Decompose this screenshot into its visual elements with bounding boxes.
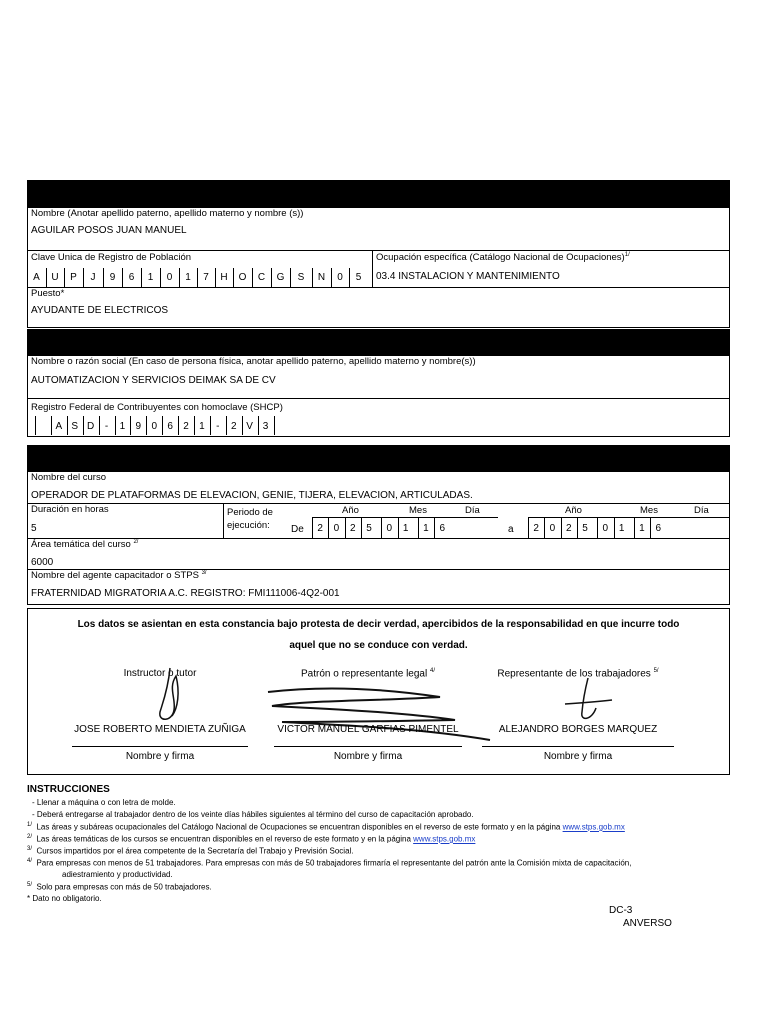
curp-char: 0 [166, 272, 173, 283]
position-value: AYUDANTE DE ELECTRICOS [31, 305, 169, 316]
curp-char: O [238, 272, 247, 283]
date-digit: 1 [639, 523, 645, 534]
curp-char: P [70, 272, 77, 283]
curp-char: 6 [128, 272, 135, 283]
end-month-label: Mes [640, 505, 658, 516]
employer-name: VICTOR MANUEL GARFIAS PIMENTEL [277, 724, 459, 735]
date-digit: 2 [317, 523, 323, 534]
occupation-value: 03.4 INSTALACION Y MANTENIMIENTO [376, 271, 560, 282]
workers-signature [565, 678, 612, 718]
worker-name-label: Nombre (Anotar apellido paterno, apellido materno y nombre (s)) [31, 208, 304, 219]
date-digit: 0 [549, 523, 556, 534]
position-label: Puesto* [31, 288, 65, 299]
curp-char: 1 [185, 272, 191, 283]
curp-char: S [297, 272, 305, 283]
declaration-line-2: aquel que no se conduce con verdad. [289, 640, 468, 651]
date-digit: 1 [402, 523, 409, 534]
date-digit: 1 [423, 523, 429, 534]
start-year-label: Año [342, 505, 359, 516]
rfc-char: 0 [151, 421, 158, 432]
date-digit: 0 [333, 523, 340, 534]
curp-char: C [257, 272, 266, 283]
rfc-char: 2 [230, 421, 237, 432]
instruction-4: $^{2/}$ Las áreas temáticas de los cursos se encuentran disponibles en el reverso de este formato y en la página www.stps.gob.mx [27, 834, 476, 844]
curp-char: 1 [147, 272, 154, 283]
start-day-label: Día [465, 505, 480, 516]
form-code: DC-3 [609, 905, 633, 916]
end-year-label: Año [565, 505, 582, 516]
instruction-7: $^{5/}$ Solo para empresas con más de 50 trabajadores. [27, 882, 212, 892]
date-digit: 0 [602, 523, 609, 534]
period-to-label: a [508, 524, 514, 535]
instruction-6b: adiestramiento y productividad. [62, 870, 173, 879]
declaration-line-1: Los datos se asientan en esta constancia bajo protesta de decir verdad, apercibidos de la responsabilidad en que incurre todo [77, 619, 680, 630]
agent-value: FRATERNIDAD MIGRATORIA A.C. REGISTRO: FMI111006-4Q2-001 [31, 588, 340, 599]
date-digit: 5 [582, 523, 588, 534]
curp-char: H [220, 272, 228, 283]
instruction-5: $^{3/}$ Cursos impartidos por el área competente de la Secretaría del Trabajo y Previsión Social. [27, 846, 354, 856]
rfc-char: D [87, 421, 95, 432]
course-name: OPERADOR DE PLATAFORMAS DE ELEVACION, GENIE, TIJERA, ELEVACION, ARTICULADAS. [31, 490, 473, 501]
instructor-signature [160, 668, 178, 719]
curp-char: U [51, 272, 59, 283]
agent-label: Nombre del agente capacitador o STPS $^{3/}$ [31, 570, 207, 582]
curp-char: 9 [109, 272, 116, 283]
end-day-label: Día [694, 505, 709, 516]
period-label-1: Periodo de [227, 507, 273, 518]
instruction-2: - Deberá entregarse al trabajador dentro de los veinte días hábiles siguientes al término del curso de capacitación aprobado. [32, 810, 474, 819]
rfc-label: Registro Federal de Contribuyentes con homoclave (SHCP) [31, 402, 283, 413]
company-name-label: Nombre o razón social (En caso de persona física, anotar apellido paterno, apellido materno y nombre(s)) [31, 356, 476, 367]
instruction-6: $^{4/}$ Para empresas con menos de 51 trabajadores. Para empresas con más de 50 trabajadores firmaría el representante del patrón ante la Comisión mixta de capacitación, [27, 858, 632, 868]
employer-title: Patrón o representante legal $^{4/}$ [301, 668, 435, 680]
worker-name: AGUILAR POSOS JUAN MANUEL [31, 225, 187, 236]
duration-label: Duración en horas [31, 504, 109, 515]
instruction-8: * Dato no obligatorio. [27, 894, 102, 903]
date-digit: 6 [655, 523, 662, 534]
period-label-2: ejecución: [227, 520, 270, 531]
instructor-firm-label: Nombre y firma [125, 751, 195, 762]
area-label: Área temática del curso $^{2/}$ [31, 539, 139, 551]
instructor-name: JOSE ROBERTO MENDIETA ZUÑIGA [74, 724, 246, 735]
workers-title: Representante de los trabajadores $^{5/}$ [497, 668, 659, 680]
rfc-char: 1 [199, 421, 205, 432]
stps-link-1[interactable]: www.stps.gob.mx [562, 822, 625, 832]
rfc-char: 3 [262, 421, 269, 432]
instructor-title: Instructor o tutor [123, 668, 197, 679]
curp-char: G [276, 272, 285, 283]
date-digit: 2 [533, 523, 539, 534]
instructions-title: INSTRUCCIONES [27, 784, 110, 795]
date-digit: 2 [349, 523, 356, 534]
instruction-1: - Llenar a máquina o con letra de molde. [32, 798, 176, 807]
start-month-label: Mes [409, 505, 427, 516]
period-from-label: De [291, 524, 304, 535]
curp-char: 0 [337, 272, 343, 283]
date-digit: 5 [366, 523, 372, 534]
rfc-char: - [216, 421, 220, 432]
rfc-char: 6 [167, 421, 173, 432]
date-digit: 2 [565, 523, 572, 534]
rfc-char: A [55, 421, 63, 432]
form-side: ANVERSO [623, 918, 672, 929]
curp-label: Clave Unica de Registro de Población [31, 252, 192, 263]
workers-firm-label: Nombre y firma [543, 751, 613, 762]
date-digit: 0 [386, 523, 393, 534]
rfc-char: - [104, 421, 109, 432]
stps-link-2[interactable]: www.stps.gob.mx [413, 834, 476, 844]
company-name: AUTOMATIZACION Y SERVICIOS DEIMAK SA DE CV [31, 375, 276, 386]
curp-char: 5 [355, 272, 362, 283]
rfc-char: V [246, 421, 253, 432]
rfc-char: 9 [135, 421, 142, 432]
rfc-char: 2 [183, 421, 189, 432]
workers-name: ALEJANDRO BORGES MARQUEZ [498, 724, 658, 735]
date-digit: 1 [618, 523, 625, 534]
occupation-label: Ocupación específica (Catálogo Nacional de Ocupaciones)$^{1/}$ [376, 252, 630, 264]
rfc-char: 1 [119, 421, 126, 432]
area-value: 6000 [31, 557, 54, 568]
course-name-label: Nombre del curso [31, 472, 106, 483]
curp-char: J [90, 272, 96, 283]
rfc-char: S [71, 421, 79, 432]
curp-char: N [317, 272, 326, 283]
date-digit: 6 [439, 523, 446, 534]
instruction-3: $^{1/}$ Las áreas y subáreas ocupacionales del Catálogo Nacional de Ocupaciones se encuentran disponibles en el reverso de este formato y en la página www.stps.gob.mx [27, 822, 625, 832]
duration-value: 5 [31, 523, 37, 534]
curp-char: 7 [203, 272, 209, 283]
employer-firm-label: Nombre y firma [333, 751, 403, 762]
curp-char: A [33, 272, 40, 283]
